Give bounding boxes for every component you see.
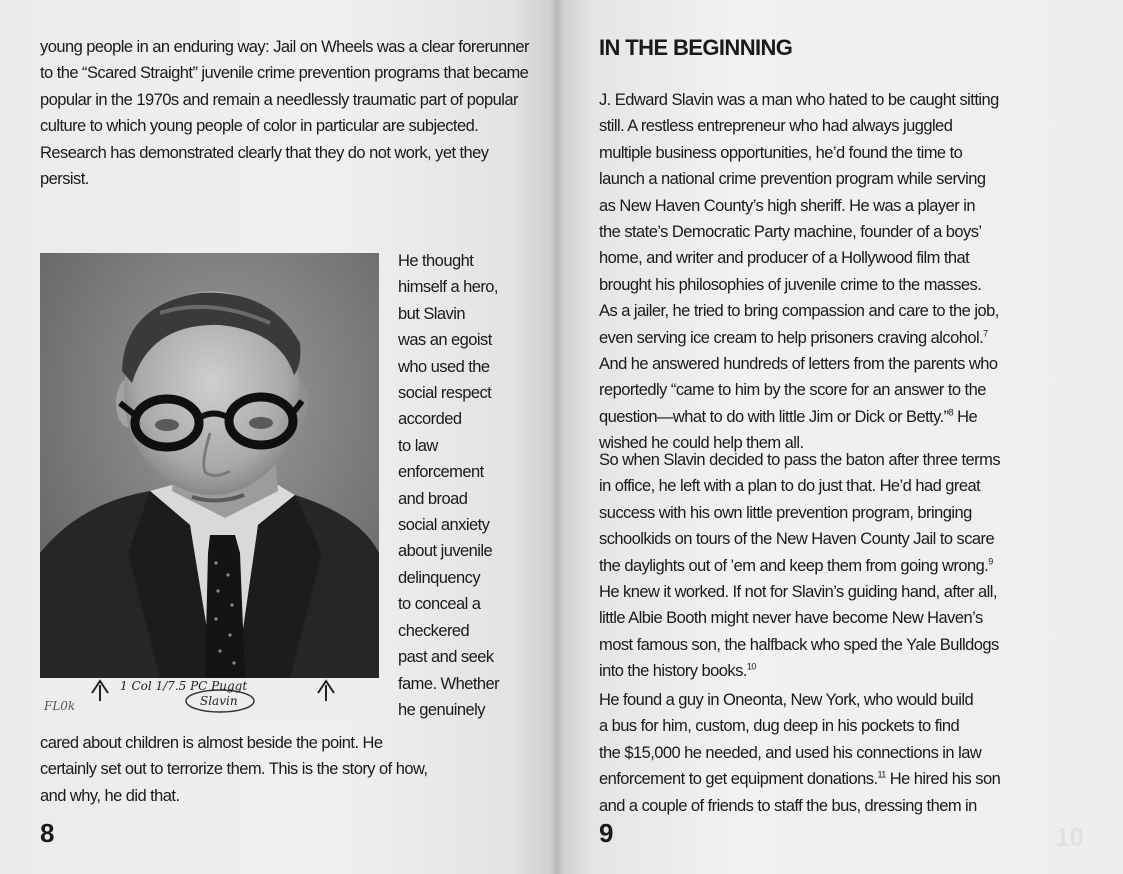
section-heading: IN THE BEGINNING (599, 35, 793, 60)
page-number-right: 9 (599, 818, 613, 848)
footnote-marker: 8 (948, 407, 954, 418)
portrait-image (40, 253, 379, 720)
footnote-marker: 7 (983, 328, 988, 339)
photo-corner-mark: FL0k (44, 699, 76, 713)
photo-inscription: 1 Col 1/7.5 PC Puggt (120, 679, 248, 693)
right-paragraph-1: J. Edward Slavin was a man who hated to be caught sitting still. A restless entrepreneur who had always juggled multiple business opportunities, he’d found the time to launch a national crime prevention program while serving as New Haven County’s high sheriff. He was a player in the state’s Democratic Party machine, founder of a boys’ home, and writer and producer of a Hollywood film that brought his philosophies of juvenile crime to the masses. As a jailer, he tried to bring compassion and care to the job, even serving ice cream to help prisoners craving alcohol.$^7$ And he answered hundreds of letters from the parents who reportedly “came to him by the score for an answer to the question—what to do with little Jim or Dick or Betty.”$^8$ He wished he could help them all. (599, 91, 999, 453)
portrait-photo (40, 253, 379, 720)
left-side-column: He thought himself a hero, but Slavin was an egoist who used the social respect accorded to law enforcement and broad social anxiety about juvenile delinquency to conceal a checkered past and seek fame. Whether he genuinely (398, 252, 500, 719)
left-bottom-paragraph: cared about children is almost beside the point. He certainly set out to terrorize them. This is the story of how, and why, he did that. (40, 734, 428, 805)
footnote-marker: 9 (988, 556, 993, 567)
right-paragraph-3: He found a guy in Oneonta, New York, who would build a bus for him, custom, dug deep in his pockets to find the $15,000 he needed, and used his connections in law enforcement to get equipment donations.$^{11}$ He hired his son and a couple of friends to staff the bus, dressing them in (599, 691, 1001, 815)
right-paragraph-2: So when Slavin decided to pass the baton after three terms in office, he left with a plan to do just that. He’d had great success with his own little prevention program, bringing schoolkids on tours of the New Haven County Jail to scare the daylights out of ’em and keep them from going wrong.$^9$ He knew it worked. If not for Slavin’s guiding hand, after all, little Albie Booth might never have become New Haven’s most famous son, the halfback who sped the Yale Bulldogs into the history books.$^{10}$ (599, 451, 1001, 681)
book-gutter (548, 0, 566, 874)
left-top-paragraph: young people in an enduring way: Jail on Wheels was a clear forerunner to the “Scared Straight” juvenile crime prevention programs that became popular in the 1970s and remain a needlessly traumatic part of popular culture to which young people of color in particular are subjected. Research has demonstrated clearly that they do not work, yet they persist. (40, 38, 529, 189)
page-number-left: 8 (40, 818, 54, 848)
footnote-marker: 10 (746, 661, 756, 672)
next-page-number-ghost: 10 (1055, 822, 1084, 852)
footnote-marker: 11 (877, 769, 886, 780)
photo-signature: Slavin (200, 694, 238, 708)
